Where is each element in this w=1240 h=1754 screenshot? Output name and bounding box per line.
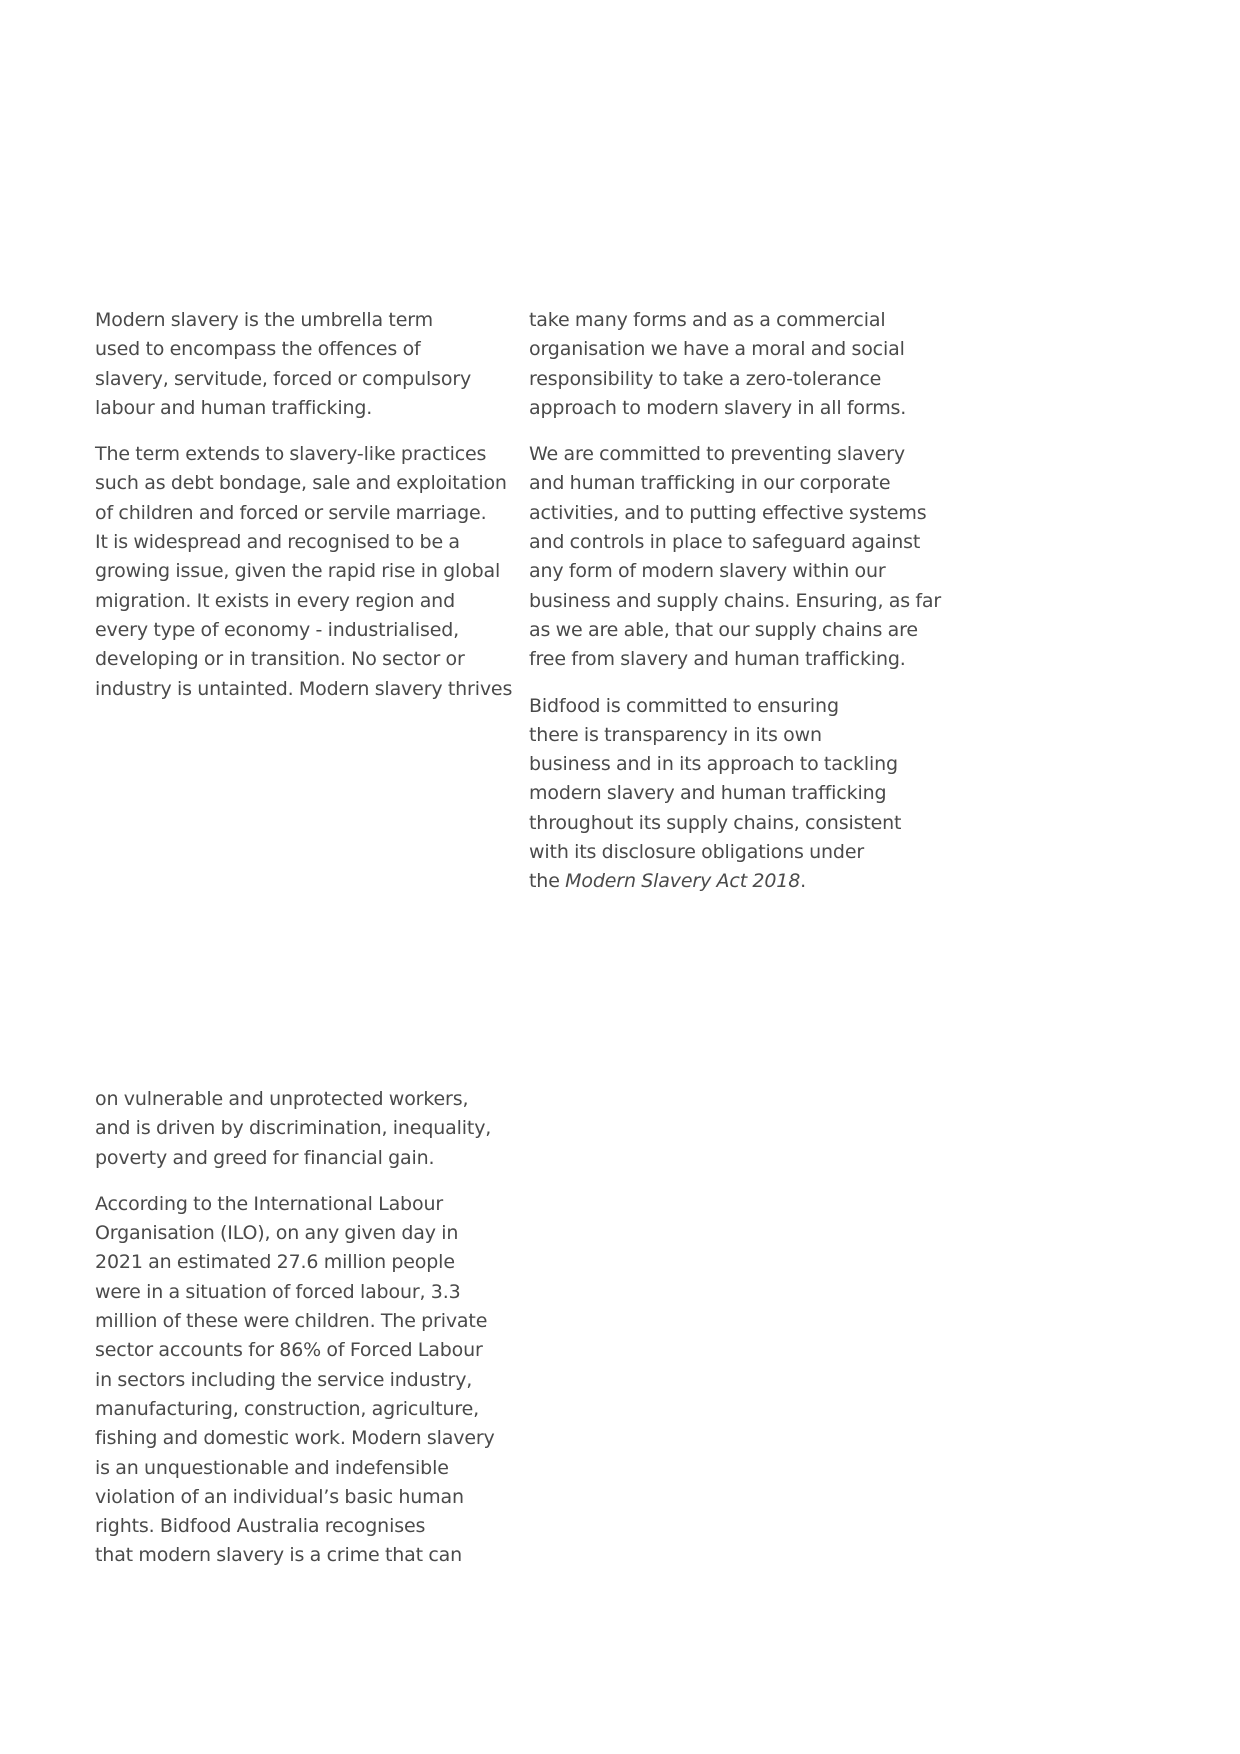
- text-suffix: .: [800, 870, 807, 893]
- text-block-bottom-left: [95, 1085, 495, 1571]
- text-block-top-right: [529, 306, 941, 897]
- paragraph-definition: [95, 306, 512, 423]
- text-line: million of these were children. The private: [95, 1310, 488, 1333]
- text-line: with its disclosure obligations under: [529, 841, 865, 864]
- text-line: We are committed to preventing slavery: [529, 443, 905, 466]
- text-line: responsibility to take a zero-tolerance: [529, 367, 882, 390]
- text-line: slavery, servitude, forced or compulsory: [95, 367, 472, 390]
- text-prefix: the: [529, 870, 566, 893]
- text-line: as we are able, that our supply chains are: [529, 618, 918, 641]
- text-line: modern slavery and human trafficking: [529, 782, 887, 805]
- paragraph-drivers: [95, 1085, 495, 1173]
- text-line-last: [529, 867, 941, 896]
- text-line: and controls in place to safeguard against: [529, 531, 921, 554]
- text-line: developing or in transition. No sector or: [95, 648, 465, 671]
- paragraph-ilo-statistics: [95, 1190, 495, 1571]
- text-line: such as debt bondage, sale and exploitation: [95, 472, 507, 495]
- text-line: activities, and to putting effective systems: [529, 501, 927, 524]
- paragraph-responsibility: [529, 306, 941, 423]
- text-line: According to the International Labour: [95, 1192, 443, 1215]
- text-line: rights. Bidfood Australia recognises: [95, 1515, 426, 1538]
- text-line: free from slavery and human trafficking.: [529, 648, 906, 671]
- text-line: in sectors including the service industry,: [95, 1368, 473, 1391]
- text-line: of children and forced or servile marriage.: [95, 501, 487, 524]
- text-line: It is widespread and recognised to be a: [95, 531, 460, 554]
- text-line: labour and human trafficking.: [95, 396, 373, 419]
- text-line: organisation we have a moral and social: [529, 338, 905, 361]
- text-line: industry is untainted. Modern slavery thrives: [95, 677, 513, 700]
- text-line: throughout its supply chains, consistent: [529, 811, 902, 834]
- text-line: poverty and greed for financial gain.: [95, 1146, 435, 1169]
- text-line: The term extends to slavery-like practices: [95, 443, 487, 466]
- text-line: that modern slavery is a crime that can: [95, 1544, 462, 1567]
- text-line: manufacturing, construction, agriculture,: [95, 1397, 480, 1420]
- text-line: Bidfood is committed to ensuring: [529, 694, 839, 717]
- paragraph-transparency: [529, 692, 941, 897]
- text-line: business and supply chains. Ensuring, as far: [529, 589, 942, 612]
- text-line: violation of an individual’s basic human: [95, 1485, 464, 1508]
- act-title: Modern Slavery Act 2018: [565, 870, 801, 893]
- text-line: 2021 an estimated 27.6 million people: [95, 1251, 455, 1274]
- text-line: used to encompass the offences of: [95, 338, 421, 361]
- text-line: growing issue, given the rapid rise in global: [95, 560, 501, 583]
- text-line: and is driven by discrimination, inequality,: [95, 1117, 492, 1140]
- text-line: migration. It exists in every region and: [95, 589, 455, 612]
- text-line: business and in its approach to tackling: [529, 753, 898, 776]
- text-line: is an unquestionable and indefensible: [95, 1456, 449, 1479]
- text-line: there is transparency in its own: [529, 723, 822, 746]
- text-line: on vulnerable and unprotected workers,: [95, 1088, 469, 1110]
- paragraph-extent: [95, 440, 512, 704]
- text-line: Modern slavery is the umbrella term: [95, 309, 433, 331]
- text-line: any form of modern slavery within our: [529, 560, 886, 583]
- text-line: fishing and domestic work. Modern slavery: [95, 1427, 495, 1450]
- text-line: and human trafficking in our corporate: [529, 472, 891, 495]
- text-line: every type of economy - industrialised,: [95, 618, 460, 641]
- text-block-top-left: [95, 306, 512, 704]
- text-line: were in a situation of forced labour, 3.3: [95, 1280, 461, 1303]
- text-line: sector accounts for 86% of Forced Labour: [95, 1339, 483, 1362]
- text-line: Organisation (ILO), on any given day in: [95, 1222, 459, 1245]
- paragraph-commitment: [529, 440, 941, 674]
- text-line: approach to modern slavery in all forms.: [529, 396, 907, 419]
- text-line: take many forms and as a commercial: [529, 309, 886, 331]
